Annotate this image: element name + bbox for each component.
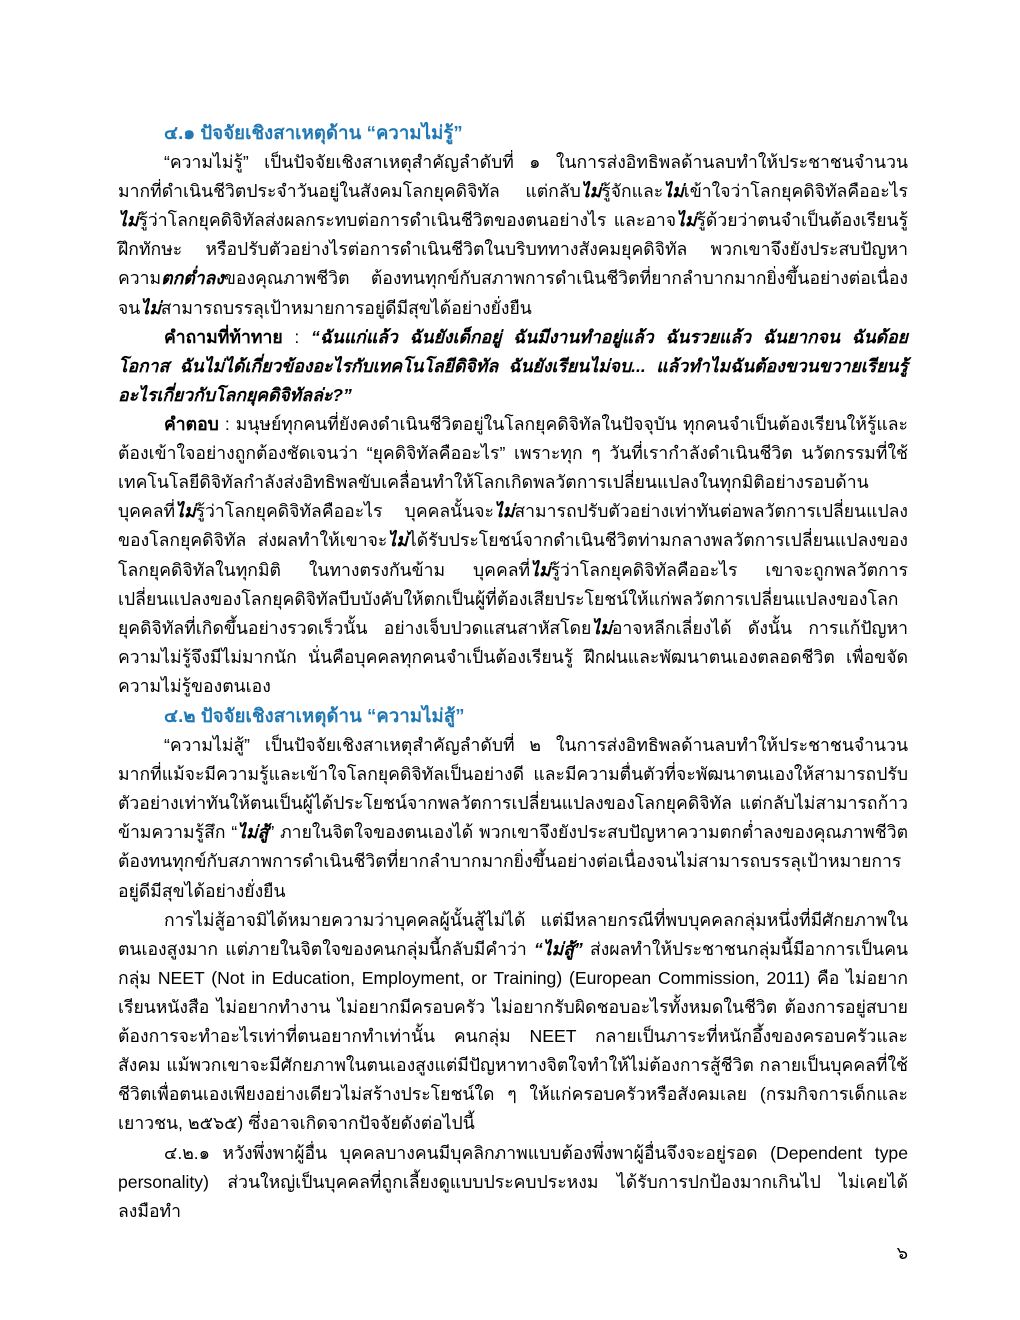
emphasis-bold-italic: ไม่ [580, 181, 602, 202]
emphasis-bold-italic: ไม่ [530, 559, 551, 580]
section-4-1 [118, 118, 908, 701]
section-heading-4-1: ๔.๑ ปัจจัยเชิงสาเหตุด้าน “ความไม่รู้” [164, 122, 463, 143]
emphasis-bold: คำตอบ [164, 413, 219, 434]
emphasis-bold-italic: ไม่ [676, 210, 697, 231]
paragraph-4-2-intro: “ความไม่สู้” เป็นปัจจัยเชิงสาเหตุสำคัญลำดับที่ ๒ ในการส่งอิทธิพลด้านลบทำให้ประชาชนจำนวนมากที่แม้จะมีความรู้และเข้าใจโลกยุคดิจิทัลเป็นอย่างดี และมีความตื่นตัวที่จะพัฒนาตนเองให้สามารถปรับตัวอย่างเท่าทันให้ตนเป็นผู้ได้ประโยชน์จากพลวัตการเปลี่ยนแปลงของโลกยุคดิจิทัล แต่กลับไม่สามารถก้าวข้ามความรู้สึก “ไม่สู้” ภายในจิตใจของตนเองได้ พวกเขาจึงยังประสบปัญหาความตกต่ำลงของคุณภาพชีวิต ต้องทนทุกข์กับสภาพการดำเนินชีวิตที่ยากลำบากมากยิ่งขึ้นอย่างต่อเนื่องจนไม่สามารถบรรลุเป้าหมายการอยู่ดีมีสุขได้อย่างยั่งยืน [118, 735, 908, 901]
emphasis-bold-italic: ตกต่ำลง [161, 268, 224, 289]
paragraph-4-1-answer: คำตอบ : มนุษย์ทุกคนที่ยังคงดำเนินชีวิตอยู่ในโลกยุคดิจิทัลในปัจจุบัน ทุกคนจำเป็นต้องเรียนให้รู้และต้องเข้าใจอย่างถูกต้องชัดเจนว่า “ยุคดิจิทัลคืออะไร” เพราะทุก ๆ วันที่เรากำลังดำเนินชีวิต นวัตกรรมที่ใช้เทคโนโลยีดิจิทัลกำลังส่งอิทธิพลขับเคลื่อนทำให้โลกเกิดพลวัตการเปลี่ยนแปลงในทุกมิติอย่างรอบด้าน บุคคลที่ไม่รู้ว่าโลกยุคดิจิทัลคืออะไร บุคคลนั้นจะไม่สามารถปรับตัวอย่างเท่าทันต่อพลวัตการเปลี่ยนแปลงของโลกยุคดิจิทัล ส่งผลทำให้เขาจะไม่ได้รับประโยชน์จากดำเนินชีวิตท่ามกลางพลวัตการเปลี่ยนแปลงของโลกยุคดิจิทัลในทุกมิติ ในทางตรงกันข้าม บุคคลที่ไม่รู้ว่าโลกยุคดิจิทัลคืออะไร เขาจะถูกพลวัตการเปลี่ยนแปลงของโลกยุคดิจิทัลบีบบังคับให้ตกเป็นผู้ที่ต้องเสียประโยชน์ให้แก่พลวัตการเปลี่ยนแปลงของโลกยุคดิจิทัลที่เกิดขึ้นอย่างรวดเร็วนั้น อย่างเจ็บปวดแสนสาหัสโดยไม่อาจหลีกเลี่ยงได้ ดังนั้น การแก้ปัญหาความไม่รู้จึงมีไม่มากนัก นั่นคือบุคคลทุกคนจำเป็นต้องเรียนรู้ ฝึกฝนและพัฒนาตนเองตลอดชีวิต เพื่อขจัดความไม่รู้ของตนเอง [118, 413, 909, 696]
emphasis-bold-italic: “ฉันแก่แล้ว ฉันยังเด็กอยู่ ฉันมีงานทำอยู่แล้ว ฉันรวยแล้ว ฉันยากจน ฉันด้อยโอกาส ฉันไม่ได้เกี่ยวข้องอะไรกับเทคโนโลยีดิจิทัล ฉันยังเรียนไม่จบ... แล้วทำไมฉันต้องขวนขวายเรียนรู้อะไรเกี่ยวกับโลกยุคดิจิทัลล่ะ?” [118, 326, 908, 405]
section-heading-4-2: ๔.๒ ปัจจัยเชิงสาเหตุด้าน “ความไม่สู้” [164, 705, 465, 727]
emphasis-bold-italic: ไม่สู้ [237, 822, 269, 843]
paragraph-4-2-1-dependent-type: ๔.๒.๑ หวังพึ่งพาผู้อื่น บุคคลบางคนมีบุคลิกภาพแบบต้องพึ่งพาผู้อื่นจึงจะอยู่รอด (Dependent type personality) ส่วนใหญ่เป็นบุคคลที่ถูกเลี้ยงดูแบบประคบประหงม ได้รับการปกป้องมากเกินไป ไม่เคยได้ลงมือทำ [118, 1142, 908, 1221]
page-content [118, 118, 908, 1226]
emphasis-bold-italic: ไม่ [663, 181, 684, 202]
section-4-2 [118, 701, 908, 1226]
emphasis-bold-italic: ไม่ [118, 210, 139, 231]
emphasis-bold-italic: “ไม่สู้” [533, 938, 583, 959]
paragraph-4-1-intro: “ความไม่รู้” เป็นปัจจัยเชิงสาเหตุสำคัญลำดับที่ ๑ ในการส่งอิทธิพลด้านลบทำให้ประชาชนจำนวนมากที่ดำเนินชีวิตประจำวันอยู่ในสังคมโลกยุคดิจิทัล แต่กลับไม่รู้จักและไม่เข้าใจว่าโลกยุคดิจิทัลคืออะไร ไม่รู้ว่าโลกยุคดิจิทัลส่งผลกระทบต่อการดำเนินชีวิตของตนอย่างไร และอาจไม่รู้ด้วยว่าตนจำเป็นต้องเรียนรู้ ฝึกทักษะ หรือปรับตัวอย่างไรต่อการดำเนินชีวิตในบริบททางสังคมยุคดิจิทัล พวกเขาจึงยังประสบปัญหาความตกต่ำลงของคุณภาพชีวิต ต้องทนทุกข์กับสภาพการดำเนินชีวิตที่ยากลำบากมากยิ่งขึ้นอย่างต่อเนื่องจนไม่สามารถบรรลุเป้าหมายการอยู่ดีมีสุขได้อย่างยั่งยืน [118, 151, 908, 318]
page-number: ๖ [896, 1243, 908, 1263]
emphasis-bold: คำถามที่ท้าทาย [164, 326, 283, 347]
emphasis-bold-italic: ไม่ [493, 501, 515, 522]
paragraph-4-2-neet: การไม่สู้อาจมิได้หมายความว่าบุคคลผู้นั้นสู้ไม่ได้ แต่มีหลายกรณีที่พบบุคคลกลุ่มหนึ่งที่มีศักยภาพในตนเองสูงมาก แต่ภายในจิตใจของคนกลุ่มนี้กลับมีคำว่า “ไม่สู้” ส่งผลทำให้ประชาชนกลุ่มนี้มีอาการเป็นคนกลุ่ม NEET (Not in Education, Employment, or Training) (European Commission, 2011) คือ ไม่อยากเรียนหนังสือ ไม่อยากทำงาน ไม่อยากมีครอบครัว ไม่อยากรับผิดชอบอะไรทั้งหมดในชีวิต ต้องการอยู่สบาย ต้องการจะทำอะไรเท่าที่ตนอยากทำเท่านั้น คนกลุ่ม NEET กลายเป็นภาระที่หนักอึ้งของครอบครัวและสังคม แม้พวกเขาจะมีศักยภาพในตนเองสูงแต่มีปัญหาทางจิตใจทำให้ไม่ต้องการสู้ชีวิต กลายเป็นบุคคลที่ใช้ชีวิตเพื่อตนเองเพียงอย่างเดียวไม่สร้างประโยชน์ใด ๆ ให้แก่ครอบครัวหรือสังคมเลย (กรมกิจการเด็กและเยาวชน, ๒๕๖๕) ซึ่งอาจเกิดจากปัจจัยดังต่อไปนี้ [118, 909, 908, 1134]
emphasis-bold-italic: ไม่ [140, 297, 161, 318]
emphasis-bold-italic: ไม่ [387, 530, 408, 551]
paragraph-4-1-challenging-question: คำถามที่ท้าทาย : “ฉันแก่แล้ว ฉันยังเด็กอยู่ ฉันมีงานทำอยู่แล้ว ฉันรวยแล้ว ฉันยากจน ฉันด้อยโอกาส ฉันไม่ได้เกี่ยวข้องอะไรกับเทคโนโลยีดิจิทัล ฉันยังเรียนไม่จบ... แล้วทำไมฉันต้องขวนขวายเรียนรู้อะไรเกี่ยวกับโลกยุคดิจิทัลล่ะ?” [118, 326, 908, 405]
emphasis-bold-italic: ไม่ [591, 617, 612, 638]
emphasis-bold-italic: ไม่ [175, 501, 196, 522]
